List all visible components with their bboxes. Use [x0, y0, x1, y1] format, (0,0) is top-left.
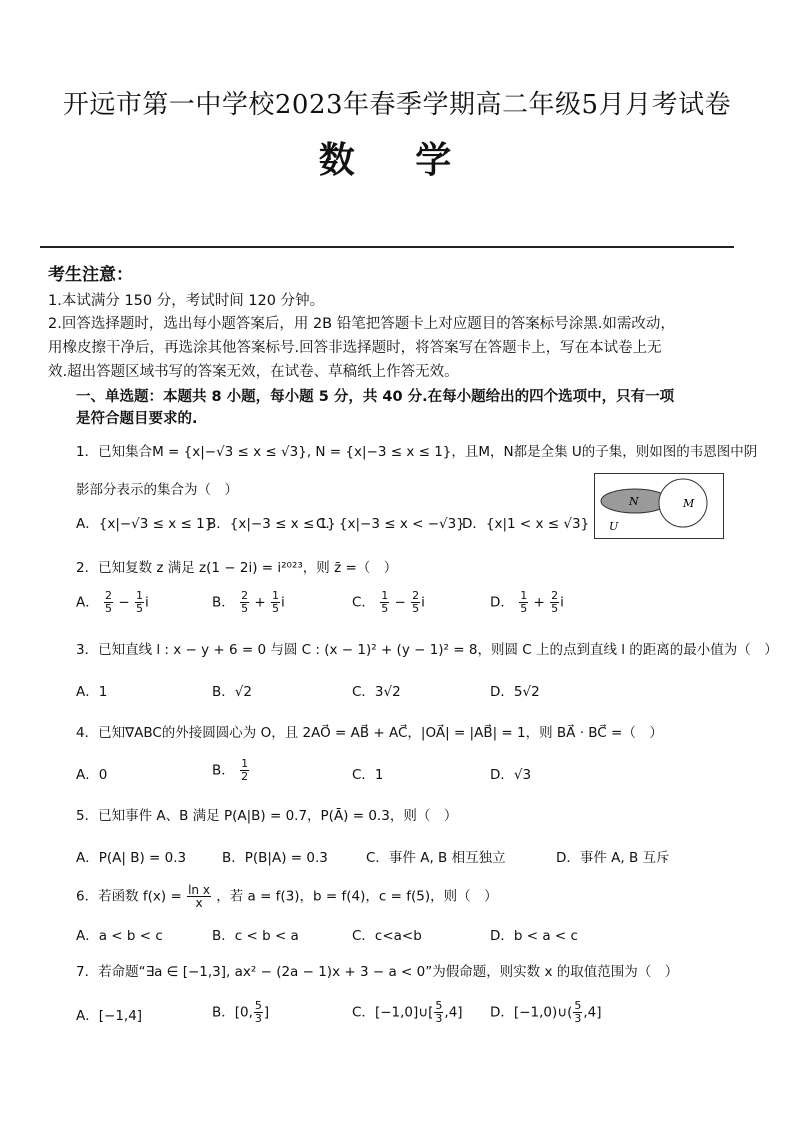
question-4-stem: 4．已知∇ABC的外接圆圆心为 O，且 2AO⃗ = AB⃗ + AC⃗，|OA⃗| = |AB⃗| = 1，则 BA⃗ · BC⃗ =（ ）	[76, 725, 663, 741]
question-4-option-c: C．1	[352, 767, 384, 783]
question-7-option-a: A．[−1,4]	[76, 1008, 143, 1024]
notice-item-2-line2: 用橡皮擦干净后，再选涂其他答案标号.回答非选择题时，将答案写在答题卡上，写在本试卷上无	[48, 340, 662, 356]
question-6-option-a: A．a < b < c	[76, 928, 163, 944]
fraction	[240, 758, 249, 783]
numerator: 2	[412, 589, 420, 602]
numerator: 5	[435, 999, 443, 1012]
operator: +	[533, 594, 545, 611]
fraction	[104, 590, 113, 615]
numerator: ln x	[188, 883, 210, 897]
denominator: 3	[254, 1012, 262, 1025]
question-4-option-a: A．0	[76, 767, 108, 783]
section-heading-line2: 是符合题目要求的.	[76, 411, 198, 427]
denominator: 3	[435, 1012, 443, 1025]
venn-diagram	[594, 473, 724, 539]
interval-end: ,4]	[444, 1004, 463, 1021]
option-label: A．	[76, 594, 99, 611]
question-7-option-d	[490, 1000, 602, 1025]
denominator: 3	[574, 1012, 582, 1025]
question-5-option-d: D．事件 A, B 互斥	[556, 850, 670, 866]
question-1-option-a: A．{x|−√3 ≤ x ≤ 1}	[76, 516, 214, 532]
option-label: B．	[212, 594, 235, 611]
question-1-option-c: C．{x|−3 ≤ x < −√3}	[316, 516, 465, 532]
question-4-option-b	[212, 758, 250, 783]
denominator: 5	[551, 602, 559, 615]
fraction	[187, 884, 211, 909]
question-6-stem-post: ，若 a = f(3)，b = f(4)，c = f(5)，则（ ）	[216, 888, 498, 905]
exam-title: 开远市第一中学校2023年春季学期高二年级5月月考试卷	[62, 90, 732, 120]
question-7-option-c	[352, 1000, 463, 1025]
question-6-option-b: B．c < b < a	[212, 928, 299, 944]
fraction	[380, 590, 389, 615]
numerator: 2	[241, 589, 249, 602]
question-1-option-d: D．{x|1 < x ≤ √3}	[462, 516, 590, 532]
question-7-stem: 7．若命题“∃a ∈ [−1,3], ax² − (2a − 1)x + 3 − a < 0”为假命题，则实数 x 的取值范围为（ ）	[76, 964, 679, 980]
numerator: 5	[574, 999, 582, 1012]
notice-heading: 考生注意：	[48, 265, 133, 285]
option-label: C．	[352, 594, 375, 611]
fraction	[254, 1000, 263, 1025]
venn-label-m: M	[683, 497, 695, 510]
question-7-option-b	[212, 1000, 269, 1025]
fraction	[271, 590, 280, 615]
interval-start: [−1,0]∪[	[374, 1004, 434, 1021]
question-5-option-b: B．P(B|A) = 0.3	[222, 850, 328, 866]
question-1-option-b: B．{x|−3 ≤ x ≤ 1}	[207, 516, 336, 532]
notice-item-2-line1: 2.回答选择题时，选出每小题答案后，用 2B 铅笔把答题卡上对应题目的答案标号涂黑.如需改动，	[48, 316, 675, 332]
numerator: 1	[520, 589, 528, 602]
question-1-stem-cont: 影部分表示的集合为（ ）	[76, 482, 238, 498]
operator: −	[394, 594, 406, 611]
interval-end: ,4]	[583, 1004, 602, 1021]
interval-end: ]	[263, 1004, 270, 1021]
fraction	[135, 590, 144, 615]
venn-label-n: N	[629, 495, 639, 508]
denominator: 5	[105, 602, 113, 615]
numerator: 1	[241, 757, 249, 770]
question-6-option-c: C．c<a<b	[352, 928, 422, 944]
operator: +	[254, 594, 266, 611]
notice-item-2-line3: 效.超出答题区域书写的答案无效，在试卷、草稿纸上作答无效。	[48, 364, 459, 380]
fraction	[434, 1000, 443, 1025]
section-heading-line1: 一、单选题：本题共 8 小题，每小题 5 分，共 40 分.在每小题给出的四个选项中，只有一项	[76, 389, 675, 405]
option-label: B．	[212, 1004, 235, 1021]
header-divider	[40, 246, 734, 248]
question-6-option-d: D．b < a < c	[490, 928, 578, 944]
option-label: D．	[490, 1004, 514, 1021]
question-5-stem: 5．已知事件 A、B 满足 P(A|B) = 0.7，P(Ā) = 0.3，则（ ）	[76, 808, 458, 824]
question-3-option-b: B．√2	[212, 684, 252, 700]
question-3-stem: 3．已知直线 l : x − y + 6 = 0 与圆 C : (x − 1)² + (y − 1)² = 8，则圆 C 上的点到直线 l 的距离的最小值为（ ）	[76, 642, 778, 658]
venn-label-u: U	[609, 520, 619, 533]
denominator: 5	[381, 602, 389, 615]
operator: −	[118, 594, 130, 611]
imaginary-unit: i	[421, 594, 425, 611]
option-label: D．	[490, 594, 514, 611]
imaginary-unit: i	[280, 594, 285, 611]
denominator: 5	[412, 602, 420, 615]
question-3-option-a: A．1	[76, 684, 108, 700]
numerator: 1	[381, 589, 389, 602]
question-2-option-d	[490, 590, 564, 615]
fraction	[550, 590, 559, 615]
numerator: 2	[551, 589, 559, 602]
question-5-option-a: A．P(A| B) = 0.3	[76, 850, 187, 866]
fraction	[573, 1000, 582, 1025]
imaginary-unit: i	[560, 594, 564, 611]
denominator: x	[195, 896, 203, 910]
question-3-option-d: D．5√2	[490, 684, 540, 700]
denominator: 2	[241, 770, 249, 783]
venn-svg	[595, 474, 723, 538]
denominator: 5	[520, 602, 528, 615]
question-2-stem: 2．已知复数 z 满足 z(1 − 2i) = i²⁰²³，则 z̄ =（ ）	[76, 560, 398, 576]
question-1-stem: 1．已知集合M = {x|−√3 ≤ x ≤ √3}, N = {x|−3 ≤ x ≤ 1}，且M，N都是全集 U的子集，则如图的韦恩图中阴	[76, 444, 758, 460]
imaginary-unit: i	[144, 594, 149, 611]
fraction	[240, 590, 249, 615]
question-2-option-b	[212, 590, 285, 615]
question-4-option-d: D．√3	[490, 767, 532, 783]
denominator: 5	[135, 602, 143, 615]
numerator: 5	[254, 999, 262, 1012]
denominator: 5	[271, 602, 279, 615]
subject-title: 数 学	[318, 140, 476, 181]
interval-start: [−1,0)∪(	[513, 1004, 573, 1021]
fraction	[411, 590, 420, 615]
question-5-option-c: C．事件 A, B 相互独立	[366, 850, 506, 866]
option-label: C．	[352, 1004, 375, 1021]
numerator: 2	[105, 589, 113, 602]
question-2-option-a	[76, 590, 149, 615]
option-label: B．	[212, 762, 235, 779]
interval-start: [0,	[234, 1004, 253, 1021]
fraction	[519, 590, 528, 615]
question-3-option-c: C．3√2	[352, 684, 401, 700]
numerator: 1	[271, 589, 279, 602]
notice-item-1: 1.本试满分 150 分，考试时间 120 分钟。	[48, 293, 325, 309]
question-6-stem-pre: 6．若函数 f(x) =	[76, 888, 182, 905]
numerator: 1	[135, 589, 143, 602]
question-6-stem	[76, 884, 498, 909]
question-2-option-c	[352, 590, 425, 615]
denominator: 5	[241, 602, 249, 615]
